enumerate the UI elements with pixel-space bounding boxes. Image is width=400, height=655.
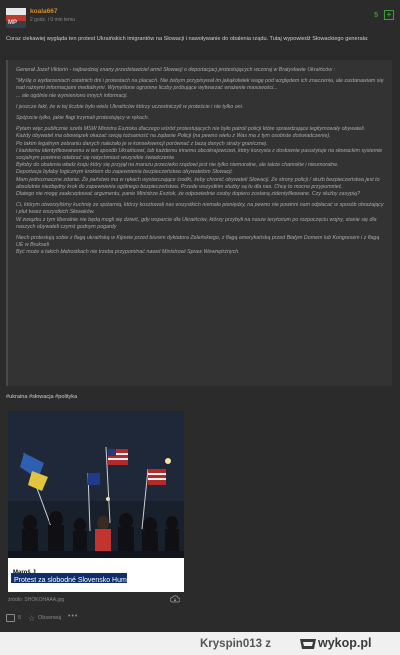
quote-block: [6, 60, 392, 386]
hashtag-links[interactable]: #ukraina #słowacja #polityka: [6, 394, 78, 400]
post-intro: Coraz ciekawiej wygląda ten protest Ukraińskich imigrantów na Słowacji i nawoływanie do obalenia rządu. Tutaj wypowiedź Słowackiego generała:: [6, 36, 369, 42]
quote-paragraph: Ci, którym otworzyliśmy kuchnię ze spiżarnią, którzy kosztowali nas wszystkich niemało pieniędzy, na pewno nie powinni nam odpłacać w sposób obrażający i plut twarz wszystkich Słowaków. W związku z tym liberalnie nie będą mogli się dziwić, gdy wsparcie dla Ukraińców, którzy przybyli na nasze terytorium po rozpoczęciu wojny, stanie się dla naszych obywateli czymś godnym pogardy: [16, 202, 384, 230]
vote-count: 5: [374, 12, 378, 19]
post-timestamp: 2 godz. i 0 min temu: [30, 17, 76, 23]
plus-button[interactable]: +: [384, 10, 394, 20]
more-options-icon[interactable]: •••: [68, 613, 79, 620]
star-icon[interactable]: ☆: [28, 614, 36, 623]
wykop-logo-text: wykop.pl: [318, 636, 372, 650]
quote-paragraph: "Myślę o wydarzeniach ostatnich dni i protestach na placach. Nie żebym przypisywał im jakąkolwiek wagę pod względem ich znaczenia, ale zastanawiam się nad rażnymi informacjami medialnymi. Wymyślone ogromne liczby próbujące wytwarzać wrażenie masowości... ... ale ogólnie nie wymieniono innych informacji.: [16, 78, 384, 99]
cloud-download-icon[interactable]: [170, 595, 180, 603]
embedded-photo[interactable]: [8, 411, 184, 592]
source-link[interactable]: źródło: SHOKOHAAA.jpg: [8, 597, 65, 603]
comment-icon[interactable]: [6, 614, 15, 622]
post-actions: [6, 613, 394, 625]
video-caption: [8, 558, 184, 592]
comment-count[interactable]: 5: [18, 615, 22, 621]
avatar[interactable]: [6, 8, 26, 28]
quote-paragraph: Generał Jozef Viktorin - najbardziej znany przedstawiciel armii Słowacji o deportacjacj protestujących wczoraj w Bratysławie Ukraińców :: [16, 67, 336, 73]
watermark-credit: Kryspin013 z: [200, 638, 271, 650]
observe-button[interactable]: Obserwuj: [38, 615, 62, 621]
watermark-footer: [0, 632, 400, 655]
caption-title: Protest za slobodné Slovensko Humenné: [14, 577, 143, 584]
quote-paragraph: Pytam więc publicznie szefa MSW Ministra Esztoka dlaczego wśród protestujących nie było patroli policji które sprawdzające legitymowały obywateli. Każdy obywatel ma obowiązek okazać swoją tożsamość na żądanie Policji (na pewno wielu z Was ma z tym osobiste doświadczenie). Po takim legalnym zebraniu danych należało je w konsekwencji porównać z bazą danych straży granicznej. I każdemu identyfikowanemu w ten sposób Ukraińcowi, lub każdemu innemu obcokrajowcowi, który korzysta z dosłownie pasożytuje na słowackim systemie socjalnym powinno odebrać się natychmiast wszystkie świadczenia Byłoby do obalenia władz kraju który się przyjął na marszu przeciwko rządowi jest nie tylko niemoralne, ale także chamskie i nieumoralne. Deportacja byłaby logicznym krokiem do zapewnienia bezpieczeństwa obywatelom Słowacji. Mam jednoznaczne zdanie. Że państwo ma w rękach wystarczające środki, żeby chronić obywateli Słowacji. Ze strony policji / służb bezpieczeństwa jest to absolutnie niezbędny krok do zapewnienia ogólnego bezpieczeństwa. Przede wszystkim służby są tu dla nas. Chcę to mocno przypomnieć. Dlatego nie mogę zaakceptować argumentu, panie Ministrze Esztok, że odpowiednie osoby dopiero zostaną zidentyfikowane. Czy służby zasypią?: [16, 126, 383, 198]
post-header: [6, 8, 394, 30]
username-link[interactable]: koala667: [30, 8, 58, 15]
quote-paragraph: I jeszcze fakt, że w tej liczbie było wielu Ukraińców którzy uczestniczyli w proteście i nie tylko oni.: [16, 103, 244, 110]
wykop-logo-icon: [299, 636, 317, 652]
quote-paragraph: Spójrzcie tylko, jakie flagi trzymali protestujący w rękach.: [16, 115, 150, 122]
quote-paragraph: Niech protestują sobie z flagą ukraińską w Kijowie przed biurem dyktatora Zeleńskiego, z flagą amerykańską przed Białym Domem lub Kongresem i z flagą UE w Brukseli Być może a takich błahostkach nie trzeba przypominać nawet Ministrowi Spraw Wewnętrznych.: [16, 235, 380, 256]
avatar-flag-white: [6, 8, 26, 15]
avatar-mark: MP: [8, 20, 17, 26]
